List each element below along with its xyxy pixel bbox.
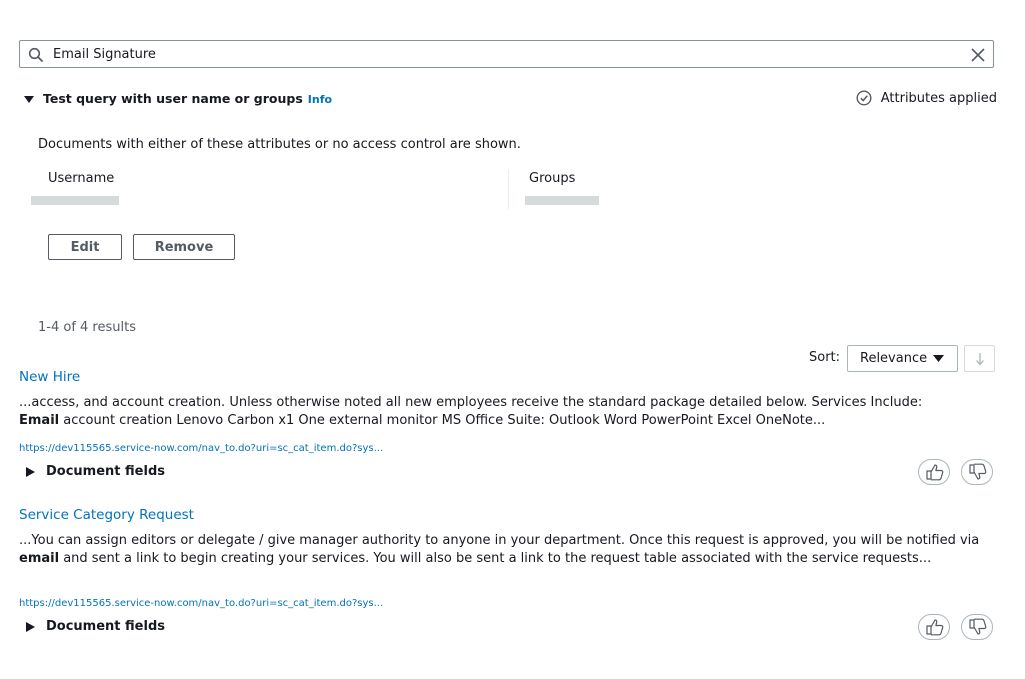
caret-right-icon (26, 622, 35, 632)
document-fields-toggle[interactable] (26, 619, 165, 634)
caret-right-icon (26, 467, 35, 477)
thumbs-down-button[interactable] (961, 614, 993, 640)
snippet-highlight: Email (19, 413, 60, 428)
result-url-link[interactable]: https://dev115565.service-now.com/nav_to.do?uri=sc_cat_item.do?sys... (19, 598, 384, 609)
close-icon[interactable] (969, 46, 987, 64)
snippet-text: and sent a link to begin creating your services. You will also be sent a link to the request table associated with the service requests... (59, 551, 932, 566)
edit-button[interactable]: Edit (48, 234, 122, 260)
thumbs-up-icon (925, 463, 945, 481)
snippet-highlight: email (19, 551, 60, 566)
search-bar (19, 40, 994, 68)
thumbs-up-button[interactable] (918, 614, 950, 640)
groups-value-redacted (525, 196, 599, 205)
search-icon (28, 47, 44, 63)
thumbs-down-icon (968, 618, 988, 636)
snippet-line (19, 412, 994, 430)
thumbs-up-icon (925, 618, 945, 636)
result-url-link[interactable]: https://dev115565.service-now.com/nav_to.do?uri=sc_cat_item.do?sys... (19, 443, 384, 454)
sort-select[interactable] (847, 345, 958, 372)
info-link[interactable]: Info (307, 93, 333, 106)
check-circle-icon (856, 90, 872, 106)
snippet-text: account creation Lenovo Carbon x1 One external monitor MS Office Suite: Outlook Word PowerPoint Excel OneNote... (59, 413, 826, 428)
username-header: Username (48, 171, 115, 186)
caret-down-icon (933, 354, 944, 363)
test-query-label: Test query with user name or groups (43, 91, 303, 106)
caret-down-icon (24, 94, 34, 104)
document-fields-label: Document fields (46, 464, 165, 479)
snippet-text: ...You can assign editors or delegate / give manager authority to anyone in your department. Once this request is approved, you will be notified via (19, 533, 980, 548)
attributes-applied-status (856, 90, 997, 106)
sort-direction-button[interactable] (964, 345, 995, 372)
result-title-link[interactable]: New Hire (19, 369, 81, 385)
username-value-redacted (31, 196, 119, 205)
groups-header: Groups (529, 171, 576, 186)
thumbs-down-icon (968, 463, 988, 481)
attributes-applied-label: Attributes applied (880, 90, 997, 106)
result-title-link[interactable]: Service Category Request (19, 507, 194, 523)
result-snippet (19, 394, 994, 430)
access-control-note: Documents with either of these attributes or no access control are shown. (38, 137, 521, 152)
document-fields-label: Document fields (46, 619, 165, 634)
document-fields-toggle[interactable] (26, 464, 165, 479)
sort-label: Sort: (809, 350, 841, 365)
arrow-down-icon (975, 352, 985, 366)
remove-button[interactable]: Remove (133, 234, 235, 260)
thumbs-up-button[interactable] (918, 459, 950, 485)
test-query-toggle[interactable] (24, 91, 332, 106)
search-input[interactable] (53, 46, 953, 63)
column-divider (508, 169, 509, 209)
snippet-line: ...access, and account creation. Unless otherwise noted all new employees receive the standard package detailed below. Services Include: (19, 395, 923, 410)
results-count: 1-4 of 4 results (38, 320, 136, 335)
sort-value: Relevance (860, 351, 928, 366)
thumbs-down-button[interactable] (961, 459, 993, 485)
result-snippet (19, 532, 994, 568)
